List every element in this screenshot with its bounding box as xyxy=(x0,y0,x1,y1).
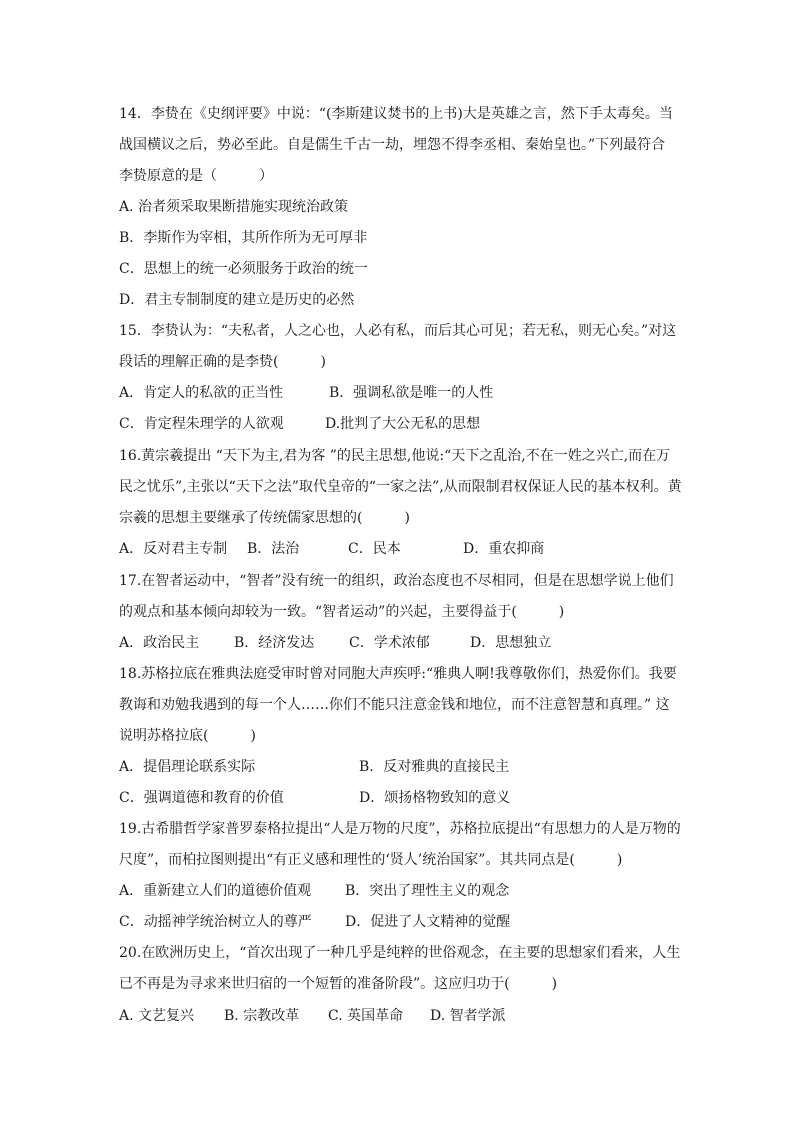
question-stem-line: 教诲和劝勉我遇到的每一个人……你们不能只注意金钱和地位，而不注意智慧和真理。” 这 xyxy=(119,697,670,713)
option-a: A．肯定人的私欲的正当性 xyxy=(119,385,284,401)
option-c: C．强调道德和教育的价值 xyxy=(119,790,284,806)
option-d: D．思想独立 xyxy=(470,635,552,651)
option-d: D．颂扬格物致知的意义 xyxy=(359,790,511,806)
option-d: D．重农抑商 xyxy=(463,541,545,557)
option-d: D. 智者学派 xyxy=(430,1008,506,1024)
option-b: B．经济发达 xyxy=(234,635,315,651)
question-stem-line: 段话的理解正确的是李贽( ) xyxy=(119,354,326,370)
question-stem-line: 的观点和基本倾向却较为一致。“智者运动”的兴起，主要得益于( ) xyxy=(119,604,565,620)
question-stem-line: 15．李贽认为：“夫私者，人之心也，人必有私，而后其心可见；若无私，则无心矣。”对这 xyxy=(119,323,677,339)
question-stem-line: 李贽原意的是（ ） xyxy=(119,168,273,184)
question-stem-line: 17.在智者运动中，“智者”没有统一的组织，政治态度也不尽相同，但是在思想学说上他们 xyxy=(119,573,674,589)
option-b: B. 宗教改革 xyxy=(224,1008,300,1024)
question-stem-line: 战国横议之后，势必至此。自是儒生千古一劫，埋怨不得李丞相、秦始皇也。”下列最符合 xyxy=(119,137,666,153)
option-a: A. 文艺复兴 xyxy=(119,1008,195,1024)
question-stem-line: 宗羲的思想主要继承了传统儒家思想的( ) xyxy=(119,510,410,526)
option-c: C．民本 xyxy=(348,541,401,557)
option-c: C．肯定程朱理学的人欲观 xyxy=(119,416,284,432)
option-a: A．重新建立人们的道德价值观 xyxy=(119,883,312,899)
option-a: A．政治民主 xyxy=(119,635,200,651)
question-stem-line: 14．李贽在《史纲评要》中说：“(李斯建议焚书的上书)大是英雄之言，然下手太毒矣。当 xyxy=(119,106,673,122)
option-c: C．思想上的统一必须服务于政治的统一 xyxy=(119,261,368,277)
option-d: D．君主专制制度的建立是历史的必然 xyxy=(119,292,355,308)
option-d: D.批判了大公无私的思想 xyxy=(325,416,481,432)
option-b: B．李斯作为宰相，其所作所为无可厚非 xyxy=(119,230,368,246)
option-b: B．法治 xyxy=(247,541,300,557)
option-b: B．突出了理性主义的观念 xyxy=(345,883,510,899)
option-d: D．促进了人文精神的觉醒 xyxy=(345,914,511,930)
question-stem-line: 说明苏格拉底( ) xyxy=(119,728,256,744)
question-stem-line: 19.古希腊哲学家普罗泰格拉提出“人是万物的尺度”，苏格拉底提出“有思想力的人是万物的 xyxy=(119,821,681,837)
option-b: B．强调私欲是唯一的人性 xyxy=(329,385,494,401)
option-a: A. 治者须采取果断措施实现统治政策 xyxy=(119,199,349,215)
question-stem-line: 民之忧乐”,主张以“天下之法”取代皇帝的“一家之法”,从而限制君权保证人民的基本权利。黄 xyxy=(119,479,682,495)
question-stem-line: 20.在欧洲历史上，“首次出现了一种几乎是纯粹的世俗观念，在主要的思想家们看来，人生 xyxy=(119,945,681,961)
question-stem-line: 已不再是为寻求来世归宿的一个短暂的准备阶段”。这应归功于( ) xyxy=(119,976,558,992)
option-b: B．反对雅典的直接民主 xyxy=(359,759,510,775)
option-c: C．学术浓郁 xyxy=(349,635,430,651)
question-stem-line: 16.黄宗羲提出 “天下为主,君为客 ”的民主思想,他说:“天下之乱治,不在一姓之兴亡,而在万 xyxy=(119,448,671,464)
question-stem-line: 尺度”，而柏拉图则提出“有正义感和理性的‘贤人’统治国家”。其共同点是( ) xyxy=(119,852,623,868)
option-a: A．提倡理论联系实际 xyxy=(119,759,256,775)
question-stem-line: 18.苏格拉底在雅典法庭受审时曾对同胞大声疾呼:“雅典人啊!我尊敬你们，热爱你们。我要 xyxy=(119,666,677,682)
option-c: C. 英国革命 xyxy=(328,1008,404,1024)
option-c: C．动摇神学统治树立人的尊严 xyxy=(119,914,312,930)
option-a: A．反对君主专制 xyxy=(119,541,228,557)
